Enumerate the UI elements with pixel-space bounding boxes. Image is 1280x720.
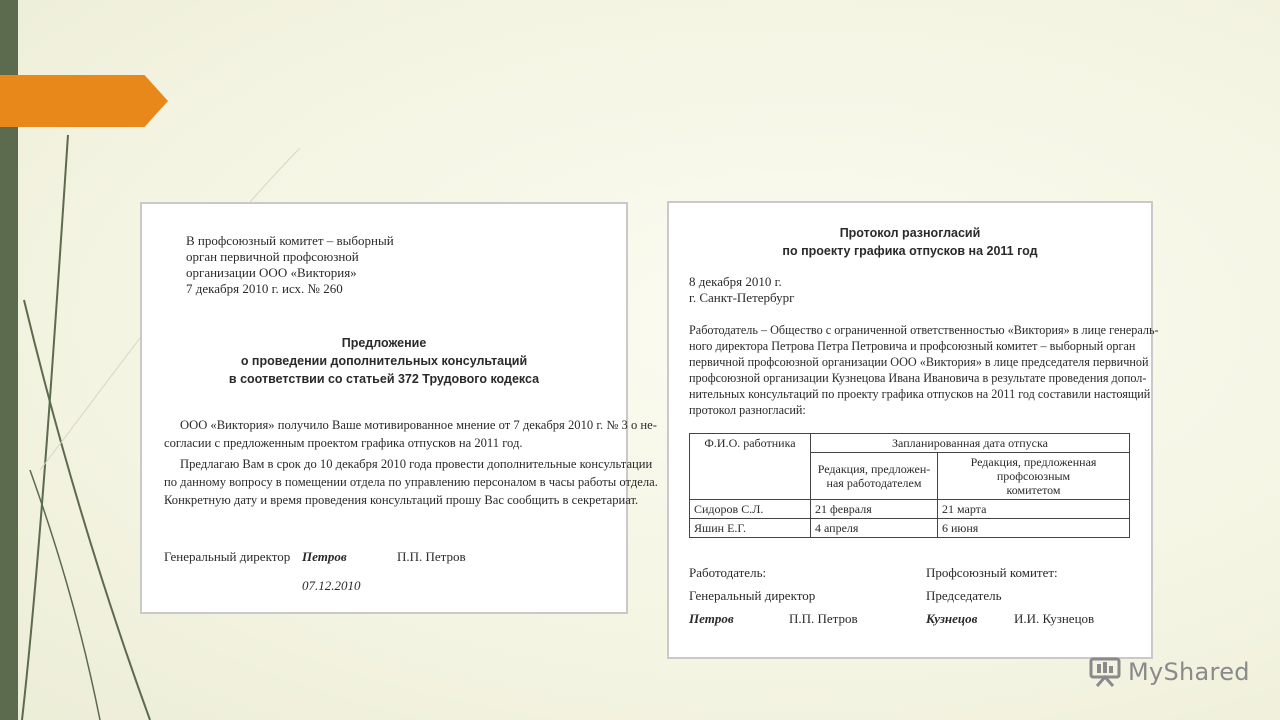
body-line: профсоюзной организации Кузнецова Ивана Ивановича в результате проведения допол- (689, 371, 1147, 385)
vacation-disagreement-table (689, 433, 1130, 538)
table-cell-employee: Яшин Е.Г. (690, 519, 811, 538)
addressee-line: орган первичной профсоюзной (186, 249, 359, 264)
table-header-planned-date: Запланированная дата отпуска (811, 434, 1130, 453)
signature-handwritten: Петров (302, 549, 347, 564)
table-cell-employee: Сидоров С.Л. (690, 500, 811, 519)
table-subheader-union: Редакция, предложенная профсоюзным комитетом (938, 453, 1130, 500)
presentation-board-icon (1088, 655, 1122, 689)
doc-city: г. Санкт-Петербург (689, 290, 795, 305)
doc-title: о проведении дополнительных консультаций (240, 354, 528, 368)
table-subheader-employer: Редакция, предложен- ная работодателем (811, 453, 938, 500)
addressee-line: 7 декабря 2010 г. исх. № 260 (186, 281, 343, 296)
signature-position: Генеральный директор (164, 549, 291, 564)
orange-accent-tab (0, 75, 168, 127)
employer-signature: Петров (689, 611, 734, 626)
body-line: Конкретную дату и время проведения консультаций прошу Вас сообщить в секретариат. (164, 493, 639, 507)
body-line: согласии с предложенным проектом графика отпусков на 2011 год. (164, 436, 523, 450)
table-cell-union-date: 6 июня (938, 519, 1130, 538)
body-line: Работодатель – Общество с ограниченной ответственностью «Виктория» в лице генераль- (689, 323, 1159, 337)
logo-text: MyShared (1128, 658, 1250, 686)
body-line: Предлагаю Вам в срок до 10 декабря 2010 года провести дополнительные консультации (180, 457, 653, 471)
union-signature: Кузнецов (926, 611, 978, 626)
table-cell-employer-date: 21 февраля (811, 500, 938, 519)
document-proposal (140, 202, 658, 614)
addressee-line: организации ООО «Виктория» (186, 265, 357, 280)
doc-title: Предложение (341, 336, 427, 350)
employer-position: Генеральный директор (689, 588, 816, 603)
union-position: Председатель (926, 588, 1002, 603)
table-header-employee: Ф.И.О. работника (690, 434, 811, 500)
table-cell-employer-date: 4 апреля (811, 519, 938, 538)
body-line: ного директора Петрова Петра Петровича и профсоюзный комитет – выборный орган (689, 339, 1136, 353)
union-label: Профсоюзный комитет: (926, 565, 1058, 580)
table-row (690, 500, 1130, 519)
body-line: по данному вопросу в помещении отдела по управлению персоналом в часы работы отдела. (164, 475, 658, 489)
body-line: первичной профсоюзной организации ООО «Виктория» в лице председателя первичной (689, 355, 1149, 369)
document-disagreement-protocol (667, 201, 1159, 659)
myshared-logo[interactable] (1088, 655, 1250, 689)
doc-title: в соответствии со статьей 372 Трудового кодекса (228, 372, 540, 386)
doc-date: 8 декабря 2010 г. (689, 274, 782, 289)
employer-label: Работодатель: (689, 565, 767, 580)
union-name: И.И. Кузнецов (1014, 611, 1095, 626)
body-line: нительных консультаций по проекту графика отпусков на 2011 год составили настоящий (689, 387, 1151, 401)
table-row (690, 519, 1130, 538)
body-line: протокол разногласий: (689, 403, 806, 417)
employer-name: П.П. Петров (789, 611, 858, 626)
addressee-line: В профсоюзный комитет – выборный (186, 233, 394, 248)
signature-name: П.П. Петров (397, 549, 466, 564)
body-line: ООО «Виктория» получило Ваше мотивированное мнение от 7 декабря 2010 г. № 3 о не- (180, 418, 657, 432)
doc-title: Протокол разногласий (839, 226, 981, 240)
signature-date: 07.12.2010 (302, 578, 361, 593)
doc-title: по проекту графика отпусков на 2011 год (782, 244, 1038, 258)
table-cell-union-date: 21 марта (938, 500, 1130, 519)
